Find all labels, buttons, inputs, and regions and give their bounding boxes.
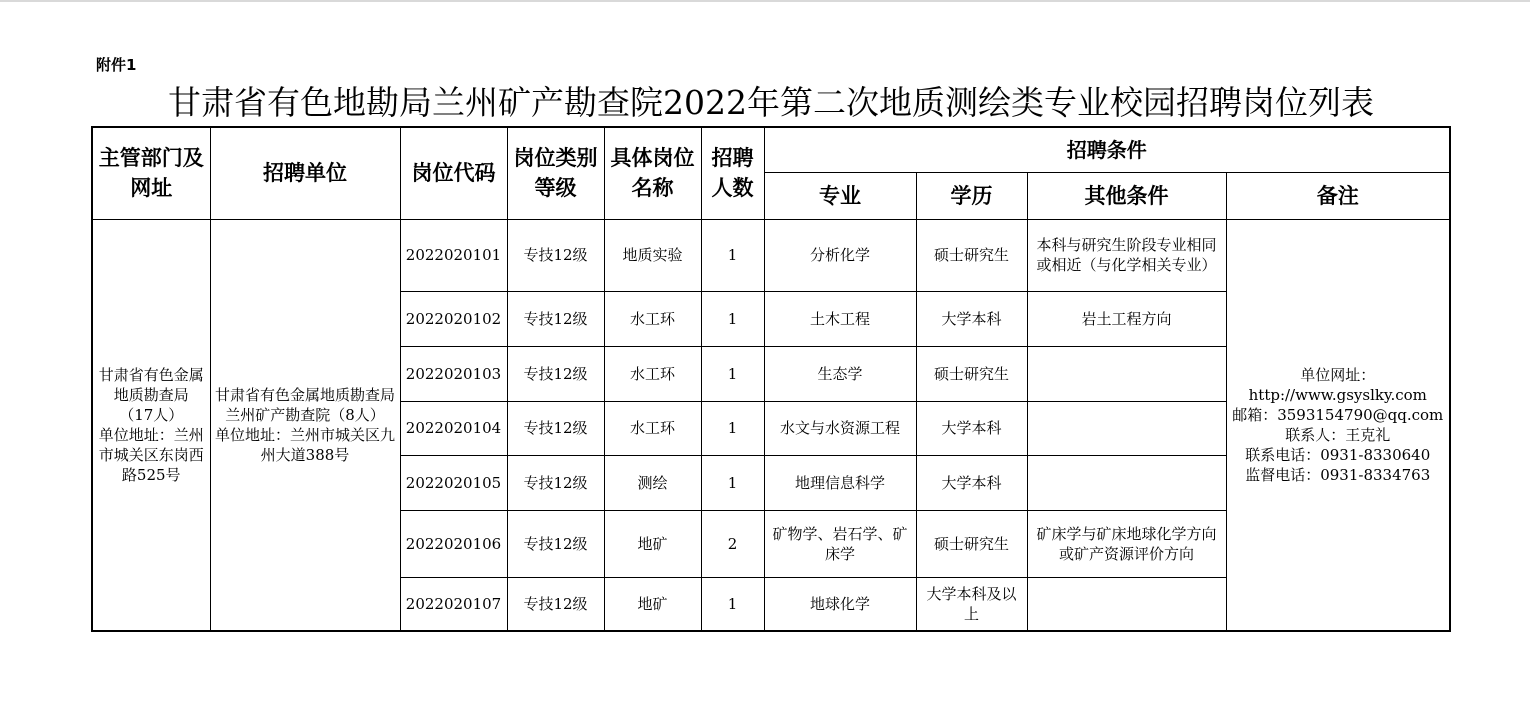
major: 地理信息科学: [764, 455, 916, 510]
header-education: 学历: [916, 172, 1027, 219]
headcount: 1: [701, 219, 764, 291]
header-position: 具体岗位名称: [604, 127, 701, 219]
headcount: 1: [701, 455, 764, 510]
position-grade: 专技12级: [507, 291, 604, 346]
headcount: 1: [701, 401, 764, 455]
position-name: 水工环: [604, 346, 701, 401]
other-conditions: 岩土工程方向: [1027, 291, 1226, 346]
header-grade: 岗位类别等级: [507, 127, 604, 219]
headcount: 1: [701, 577, 764, 631]
header-other: 其他条件: [1027, 172, 1226, 219]
page-title: 甘肃省有色地勘局兰州矿产勘查院2022年第二次地质测绘类专业校园招聘岗位列表: [168, 83, 1374, 122]
position-code: 2022020106: [400, 510, 507, 577]
headcount: 1: [701, 291, 764, 346]
major: 分析化学: [764, 219, 916, 291]
education: 大学本科及以上: [916, 577, 1027, 631]
position-code: 2022020101: [400, 219, 507, 291]
unit-address: 单位地址：兰州市城关区九州大道388号: [214, 425, 395, 464]
position-name: 测绘: [604, 455, 701, 510]
header-unit: 招聘单位: [210, 127, 400, 219]
other-conditions: [1027, 401, 1226, 455]
education: 硕士研究生: [916, 219, 1027, 291]
other-conditions: 矿床学与矿床地球化学方向或矿产资源评价方向: [1027, 510, 1226, 577]
dept-name: 甘肃省有色金属地质勘查局（17人）: [98, 365, 204, 424]
unit-name: 甘肃省有色金属地质勘查局兰州矿产勘查院（8人）: [214, 385, 395, 424]
position-code: 2022020103: [400, 346, 507, 401]
position-name: 地矿: [604, 510, 701, 577]
header-remarks: 备注: [1226, 172, 1450, 219]
headcount: 2: [701, 510, 764, 577]
header-conditions: 招聘条件: [764, 127, 1450, 172]
position-grade: 专技12级: [507, 510, 604, 577]
unit-cell: [210, 219, 400, 631]
education: 硕士研究生: [916, 510, 1027, 577]
position-code: 2022020104: [400, 401, 507, 455]
position-grade: 专技12级: [507, 455, 604, 510]
major: 地球化学: [764, 577, 916, 631]
position-name: 水工环: [604, 401, 701, 455]
education: 硕士研究生: [916, 346, 1027, 401]
other-conditions: [1027, 346, 1226, 401]
position-name: 水工环: [604, 291, 701, 346]
remarks-cell: [1226, 219, 1450, 631]
header-count: 招聘人数: [701, 127, 764, 219]
position-code: 2022020107: [400, 577, 507, 631]
header-major: 专业: [764, 172, 916, 219]
major: 土木工程: [764, 291, 916, 346]
education: 大学本科: [916, 401, 1027, 455]
education: 大学本科: [916, 455, 1027, 510]
education: 大学本科: [916, 291, 1027, 346]
position-code: 2022020105: [400, 455, 507, 510]
recruitment-table: [91, 126, 1451, 632]
dept-address: 单位地址：兰州市城关区东岗西路525号: [98, 425, 204, 484]
website-label: 单位网址：: [1300, 365, 1376, 384]
header-code: 岗位代码: [400, 127, 507, 219]
position-code: 2022020102: [400, 291, 507, 346]
position-grade: 专技12级: [507, 346, 604, 401]
website-url[interactable]: http://www.gsyslky.com: [1248, 385, 1427, 404]
table-row: [92, 219, 1450, 291]
email: 邮箱：3593154790@qq.com: [1232, 405, 1444, 424]
attachment-label: 附件1: [96, 56, 137, 74]
contact-person: 联系人：王克礼: [1285, 425, 1391, 444]
other-conditions: [1027, 577, 1226, 631]
headcount: 1: [701, 346, 764, 401]
position-name: 地矿: [604, 577, 701, 631]
major: 水文与水资源工程: [764, 401, 916, 455]
position-grade: 专技12级: [507, 401, 604, 455]
position-grade: 专技12级: [507, 219, 604, 291]
contact-phone: 联系电话：0931-8330640: [1245, 445, 1431, 464]
position-name: 地质实验: [604, 219, 701, 291]
position-grade: 专技12级: [507, 577, 604, 631]
major: 生态学: [764, 346, 916, 401]
supervise-phone: 监督电话：0931-8334763: [1245, 465, 1431, 484]
other-conditions: 本科与研究生阶段专业相同或相近（与化学相关专业）: [1027, 219, 1226, 291]
major: 矿物学、岩石学、矿床学: [764, 510, 916, 577]
header-dept: 主管部门及网址: [92, 127, 210, 219]
other-conditions: [1027, 455, 1226, 510]
dept-cell: [92, 219, 210, 631]
top-border-line: [0, 0, 1530, 2]
